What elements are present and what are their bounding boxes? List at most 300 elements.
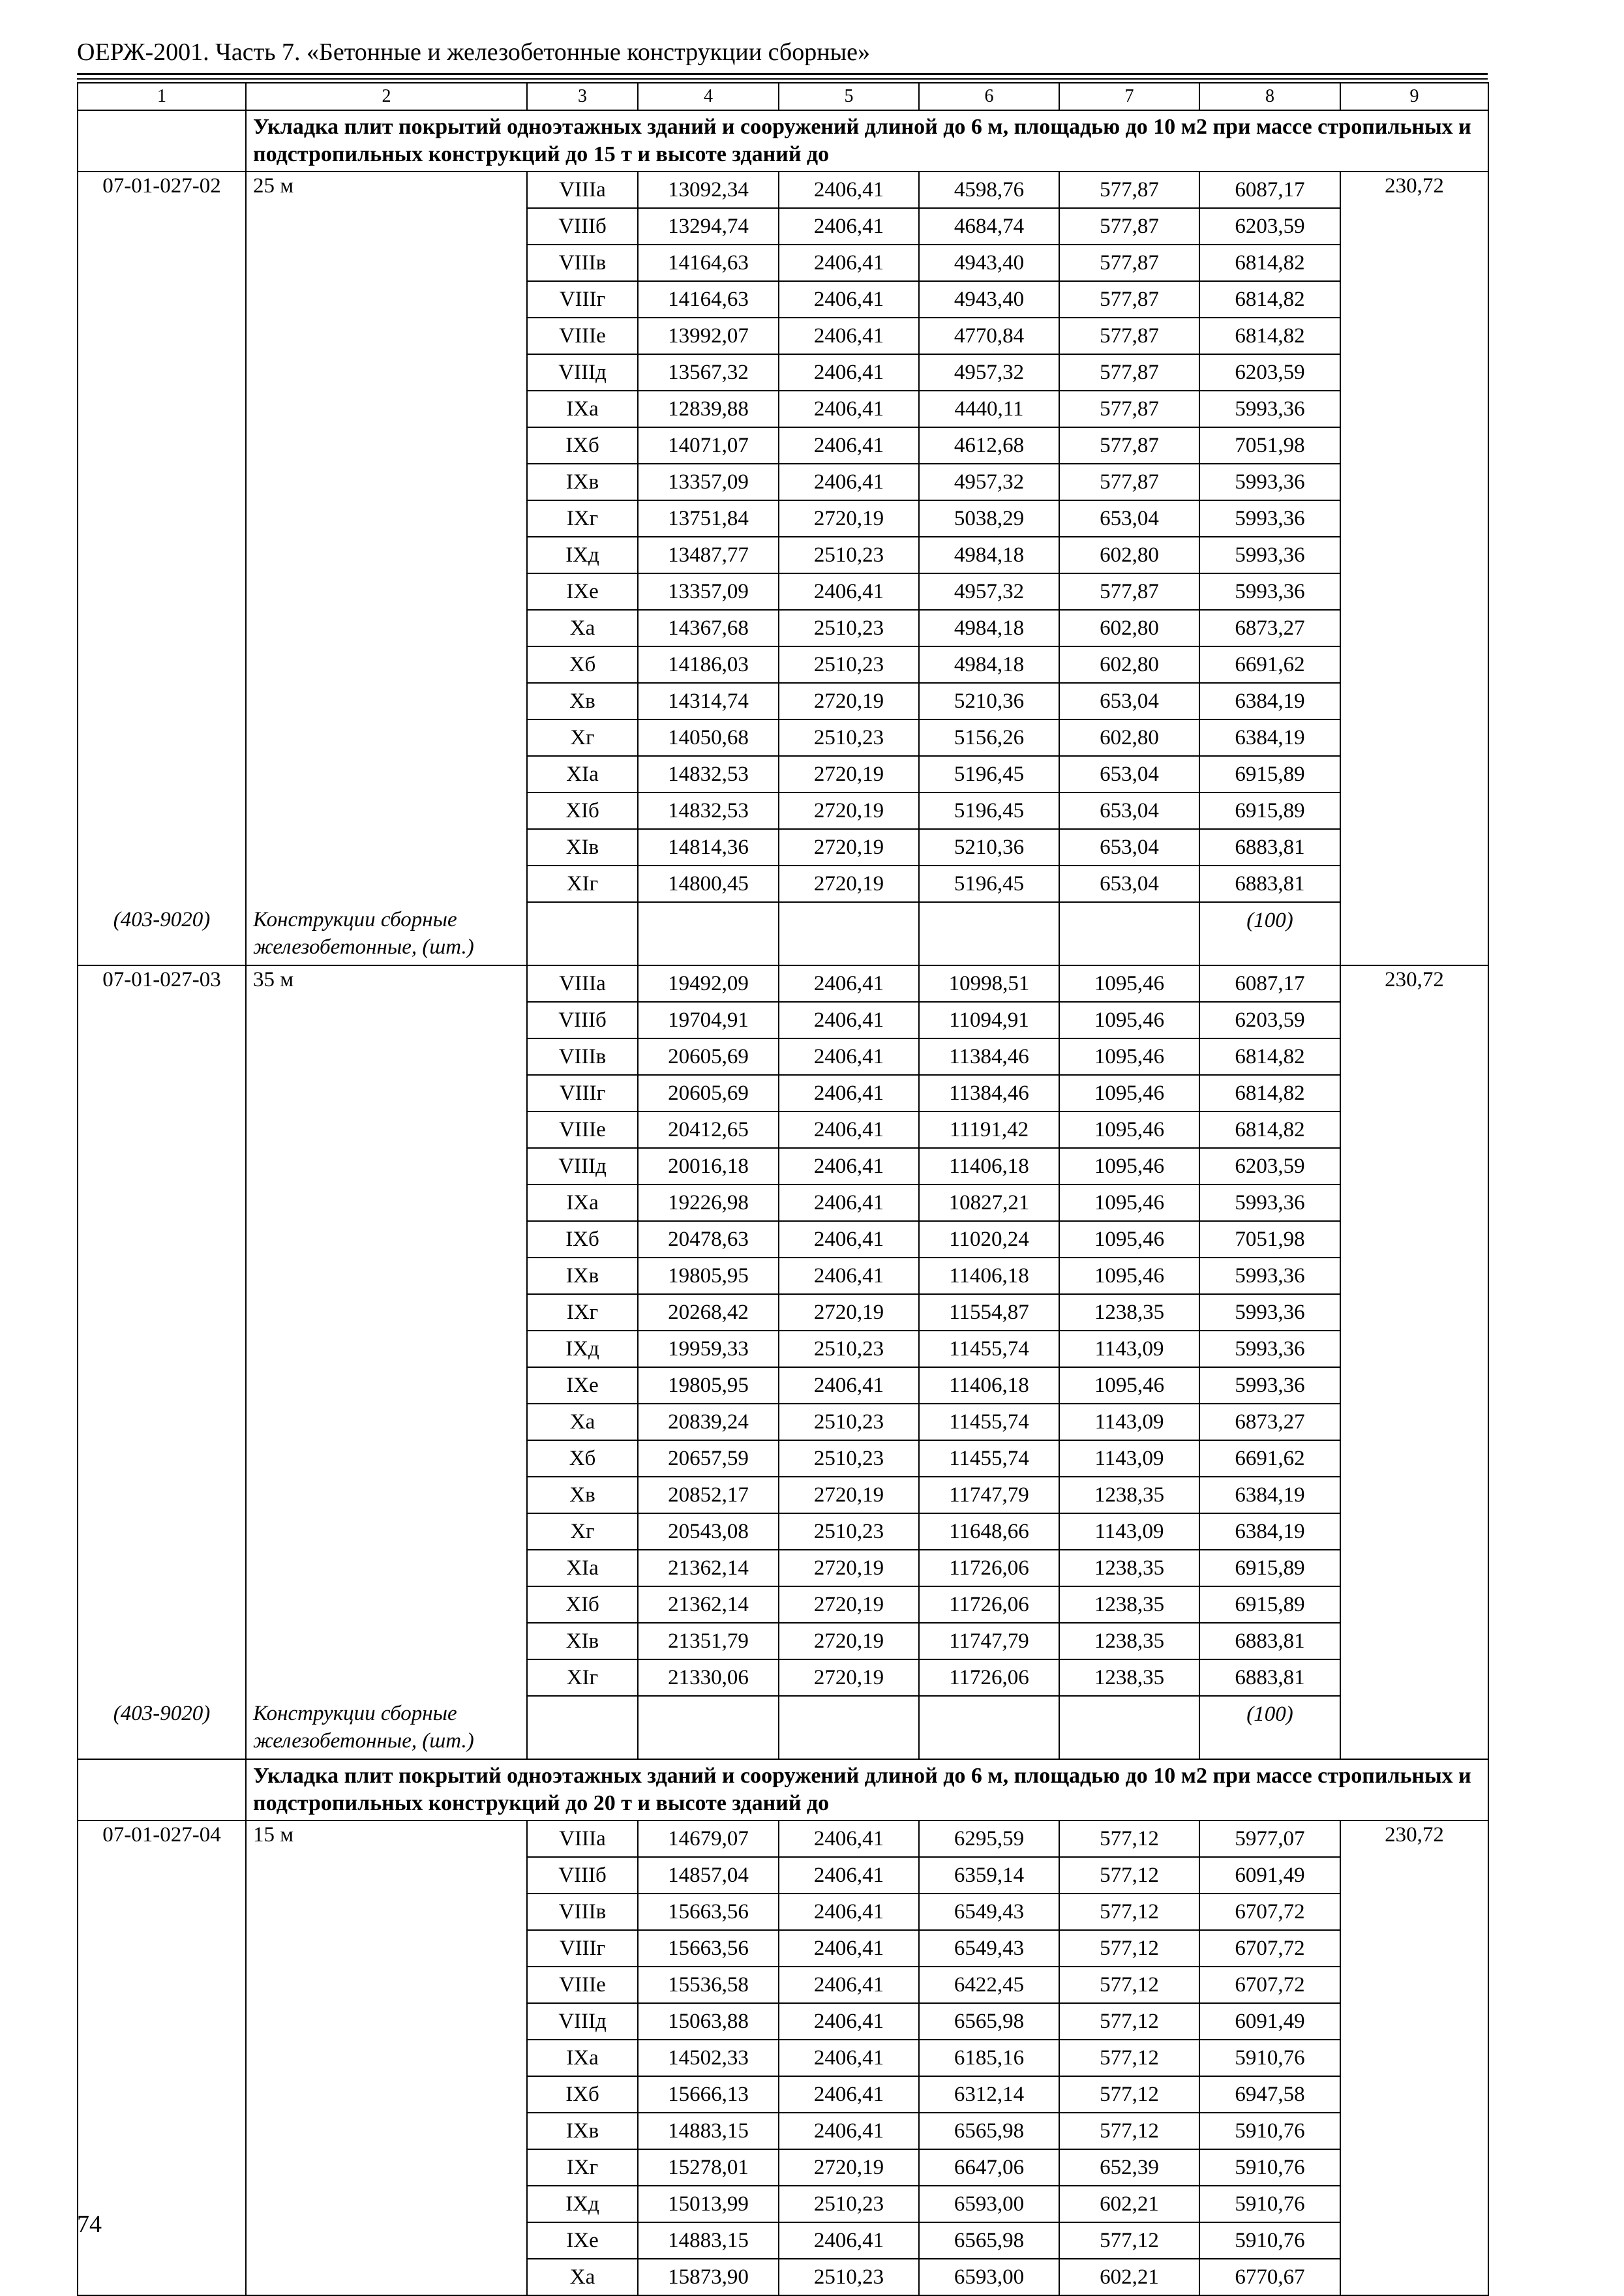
total-cost-cell: 14857,04 [638,1857,779,1894]
table-cell [246,1894,527,1930]
total-cost-cell: 21362,14 [638,1550,779,1586]
table-cell [246,318,527,354]
table-cell [246,2040,527,2076]
total-cost-cell: 13357,09 [638,464,779,500]
table-cell [1340,902,1488,965]
machine-cost-cell: 6565,98 [919,2113,1059,2149]
table-cell [78,1659,246,1696]
materials-cell: 6203,59 [1199,354,1340,391]
operator-wages-cell: 577,12 [1059,2040,1199,2076]
total-cost-cell: 19959,33 [638,1331,779,1367]
total-cost-cell: 14186,03 [638,646,779,683]
machine-cost-cell: 6295,59 [919,1820,1059,1857]
table-cell [1340,464,1488,500]
wages-cell: 2406,41 [779,281,919,318]
wages-cell: 2406,41 [779,2222,919,2259]
zone-cell: IXг [527,500,638,537]
operator-wages-cell: 577,12 [1059,1967,1199,2003]
operator-wages-cell: 653,04 [1059,500,1199,537]
table-cell [1340,1440,1488,1477]
materials-cell: 5910,76 [1199,2149,1340,2186]
table-cell [246,2076,527,2113]
total-cost-cell: 14814,36 [638,829,779,866]
materials-cell: 6883,81 [1199,829,1340,866]
wages-cell: 2510,23 [779,719,919,756]
total-cost-cell: 15666,13 [638,2076,779,2113]
wages-cell: 2406,41 [779,208,919,245]
wages-cell: 2406,41 [779,2113,919,2149]
zone-cell: IXа [527,1185,638,1221]
section-title: Укладка плит покрытий одноэтажных зданий и сооружений длиной до 6 м, площадью до 10 м2 при массе стропильных и подстропильных конструкций до 20 т и высоте зданий до [246,1759,1488,1820]
building-height: 15 м [246,1820,527,1857]
labor-cost-cell: 230,72 [1340,1820,1488,1857]
table-cell [246,1002,527,1038]
table-cell [1340,2149,1488,2186]
wages-cell: 2406,41 [779,1111,919,1148]
operator-wages-cell: 653,04 [1059,866,1199,902]
table-row [78,318,1488,354]
total-cost-cell: 13567,32 [638,354,779,391]
operator-wages-cell: 577,87 [1059,281,1199,318]
operator-wages-cell: 577,12 [1059,2113,1199,2149]
machine-cost-cell: 4684,74 [919,208,1059,245]
resource-code: (403-9020) [78,1696,246,1759]
machine-cost-cell: 6565,98 [919,2003,1059,2040]
total-cost-cell: 13487,77 [638,537,779,573]
total-cost-cell: 15873,90 [638,2259,779,2295]
materials-cell: 5993,36 [1199,1294,1340,1331]
table-row [78,1002,1488,1038]
materials-cell: 6814,82 [1199,1038,1340,1075]
wages-cell: 2406,41 [779,1857,919,1894]
table-row [78,245,1488,281]
table-cell [78,2076,246,2113]
total-cost-cell: 14050,68 [638,719,779,756]
table-cell [78,2149,246,2186]
table-cell [1340,1550,1488,1586]
table-cell [919,1696,1059,1759]
operator-wages-cell: 1095,46 [1059,965,1199,1002]
operator-wages-cell: 1238,35 [1059,1586,1199,1623]
operator-wages-cell: 1095,46 [1059,1367,1199,1404]
building-height: 35 м [246,965,527,1002]
operator-wages-cell: 1143,09 [1059,1513,1199,1550]
table-cell [779,902,919,965]
zone-cell: Xб [527,1440,638,1477]
table-row [78,2076,1488,2113]
materials-cell: 5993,36 [1199,1185,1340,1221]
materials-cell: 5993,36 [1199,573,1340,610]
operator-wages-cell: 653,04 [1059,829,1199,866]
table-cell [1340,1331,1488,1367]
table-row [78,464,1488,500]
table-cell [1340,1477,1488,1513]
zone-cell: IXд [527,2186,638,2222]
table-cell [246,2186,527,2222]
table-cell [246,1367,527,1404]
table-cell [78,719,246,756]
total-cost-cell: 19805,95 [638,1258,779,1294]
total-cost-cell: 20412,65 [638,1111,779,1148]
table-cell [1340,354,1488,391]
zone-cell: VIIIб [527,1857,638,1894]
machine-cost-cell: 6647,06 [919,2149,1059,2186]
table-row [78,1221,1488,1258]
zone-cell: XIб [527,793,638,829]
machine-cost-cell: 10998,51 [919,965,1059,1002]
machine-cost-cell: 6593,00 [919,2259,1059,2295]
operator-wages-cell: 1095,46 [1059,1258,1199,1294]
machine-cost-cell: 11726,06 [919,1659,1059,1696]
total-cost-cell: 20852,17 [638,1477,779,1513]
wages-cell: 2406,41 [779,391,919,427]
operator-wages-cell: 1095,46 [1059,1038,1199,1075]
machine-cost-cell: 11726,06 [919,1550,1059,1586]
zone-cell: Xг [527,1513,638,1550]
table-cell [1059,1696,1199,1759]
materials-cell: 6707,72 [1199,1967,1340,2003]
wages-cell: 2510,23 [779,646,919,683]
operator-wages-cell: 1095,46 [1059,1221,1199,1258]
table-cell [246,1148,527,1185]
wages-cell: 2510,23 [779,537,919,573]
table-cell [246,2222,527,2259]
table-cell [1340,1367,1488,1404]
zone-cell: VIIIе [527,1111,638,1148]
zone-cell: XIа [527,756,638,793]
machine-cost-cell: 5210,36 [919,683,1059,719]
table-cell [246,719,527,756]
total-cost-cell: 13092,34 [638,172,779,208]
zone-cell: VIIIд [527,1148,638,1185]
table-cell [1340,829,1488,866]
machine-cost-cell: 4957,32 [919,573,1059,610]
table-cell [1340,1404,1488,1440]
table-row [78,866,1488,902]
table-row [78,829,1488,866]
machine-cost-cell: 10827,21 [919,1185,1059,1221]
materials-cell: 5910,76 [1199,2040,1340,2076]
table-cell [78,1894,246,1930]
machine-cost-cell: 11747,79 [919,1477,1059,1513]
materials-cell: 5910,76 [1199,2186,1340,2222]
operator-wages-cell: 1095,46 [1059,1148,1199,1185]
table-cell [1340,1148,1488,1185]
table-cell [78,829,246,866]
table-cell [246,1294,527,1331]
table-cell [246,2149,527,2186]
table-cell [1340,281,1488,318]
operator-wages-cell: 653,04 [1059,683,1199,719]
wages-cell: 2720,19 [779,756,919,793]
wages-cell: 2720,19 [779,1586,919,1623]
machine-cost-cell: 5196,45 [919,866,1059,902]
zone-cell: VIIIг [527,281,638,318]
price-table [77,82,1489,2296]
wages-cell: 2406,41 [779,2003,919,2040]
table-row [78,1111,1488,1148]
table-cell [78,1294,246,1331]
table-row [78,1659,1488,1696]
materials-cell: 5993,36 [1199,500,1340,537]
table-cell [78,1367,246,1404]
table-cell [246,1331,527,1367]
total-cost-cell: 21362,14 [638,1586,779,1623]
section-title-row [78,1759,1488,1820]
materials-cell: 5993,36 [1199,1331,1340,1367]
column-number-1: 1 [78,83,246,110]
machine-cost-cell: 4984,18 [919,537,1059,573]
table-cell [1340,500,1488,537]
resource-name: Конструкции сборные железобетонные, (шт.) [246,902,527,965]
table-cell [78,1586,246,1623]
operator-wages-cell: 1238,35 [1059,1623,1199,1659]
column-number-8: 8 [1199,83,1340,110]
table-row [78,2113,1488,2149]
table-cell [1340,1294,1488,1331]
total-cost-cell: 21351,79 [638,1623,779,1659]
operator-wages-cell: 1238,35 [1059,1477,1199,1513]
table-body [78,83,1488,2295]
total-cost-cell: 14367,68 [638,610,779,646]
table-cell [78,1038,246,1075]
machine-cost-cell: 4943,40 [919,245,1059,281]
wages-cell: 2406,41 [779,354,919,391]
wages-cell: 2720,19 [779,1294,919,1331]
table-cell [78,318,246,354]
materials-cell: 6883,81 [1199,1659,1340,1696]
table-cell [246,793,527,829]
table-row [78,1586,1488,1623]
total-cost-cell: 15013,99 [638,2186,779,2222]
wages-cell: 2406,41 [779,573,919,610]
table-cell [1340,2259,1488,2295]
operator-wages-cell: 577,12 [1059,2222,1199,2259]
materials-cell: 7051,98 [1199,427,1340,464]
page-number: 74 [77,2211,102,2238]
table-cell [1340,866,1488,902]
table-row [78,1294,1488,1331]
table-row [78,208,1488,245]
total-cost-cell: 14502,33 [638,2040,779,2076]
table-cell [1340,537,1488,573]
table-cell [246,866,527,902]
operator-wages-cell: 602,21 [1059,2259,1199,2295]
materials-cell: 6091,49 [1199,2003,1340,2040]
table-cell [246,1550,527,1586]
table-cell [246,1221,527,1258]
table-cell [1340,1659,1488,1696]
table-cell [1340,1075,1488,1111]
table-cell [1340,1696,1488,1759]
table-row [78,2149,1488,2186]
total-cost-cell: 15663,56 [638,1930,779,1967]
materials-cell: 7051,98 [1199,1221,1340,1258]
table-cell [246,1404,527,1440]
materials-cell: 6203,59 [1199,208,1340,245]
machine-cost-cell: 4984,18 [919,610,1059,646]
table-row [78,573,1488,610]
table-cell [246,1111,527,1148]
zone-cell: VIIIб [527,1002,638,1038]
wages-cell: 2406,41 [779,318,919,354]
operator-wages-cell: 577,12 [1059,1894,1199,1930]
operator-wages-cell: 577,87 [1059,354,1199,391]
table-row [78,354,1488,391]
materials-cell: 5993,36 [1199,537,1340,573]
total-cost-cell: 14164,63 [638,281,779,318]
machine-cost-cell: 6185,16 [919,2040,1059,2076]
resource-quantity: (100) [1199,1696,1340,1759]
table-cell [246,245,527,281]
operator-wages-cell: 602,80 [1059,646,1199,683]
resource-code: (403-9020) [78,902,246,965]
wages-cell: 2406,41 [779,464,919,500]
machine-cost-cell: 5038,29 [919,500,1059,537]
table-cell [246,1258,527,1294]
machine-cost-cell: 5196,45 [919,793,1059,829]
table-row [78,1623,1488,1659]
wages-cell: 2510,23 [779,610,919,646]
resource-name: Конструкции сборные железобетонные, (шт.) [246,1696,527,1759]
materials-cell: 6203,59 [1199,1148,1340,1185]
total-cost-cell: 19226,98 [638,1185,779,1221]
materials-cell: 5977,07 [1199,1820,1340,1857]
table-cell [1340,1513,1488,1550]
materials-cell: 6707,72 [1199,1894,1340,1930]
table-row [78,2186,1488,2222]
zone-cell: IXв [527,464,638,500]
operator-wages-cell: 1238,35 [1059,1659,1199,1696]
table-cell [246,537,527,573]
machine-cost-cell: 11554,87 [919,1294,1059,1331]
operator-wages-cell: 602,80 [1059,610,1199,646]
labor-cost-cell: 230,72 [1340,172,1488,208]
total-cost-cell: 19704,91 [638,1002,779,1038]
table-cell [246,354,527,391]
table-cell [527,1696,638,1759]
column-number-5: 5 [779,83,919,110]
total-cost-cell: 20016,18 [638,1148,779,1185]
materials-cell: 6087,17 [1199,965,1340,1002]
machine-cost-cell: 6549,43 [919,1930,1059,1967]
zone-cell: IXд [527,537,638,573]
table-cell [78,2186,246,2222]
wages-cell: 2406,41 [779,245,919,281]
materials-cell: 6915,89 [1199,1550,1340,1586]
operator-wages-cell: 1238,35 [1059,1294,1199,1331]
wages-cell: 2720,19 [779,1623,919,1659]
table-cell [78,1258,246,1294]
zone-cell: XIб [527,1586,638,1623]
table-row [78,2040,1488,2076]
table-cell [78,2040,246,2076]
materials-cell: 5993,36 [1199,391,1340,427]
table-row [78,756,1488,793]
zone-cell: IXе [527,1367,638,1404]
table-cell [527,902,638,965]
machine-cost-cell: 5156,26 [919,719,1059,756]
operator-wages-cell: 1143,09 [1059,1440,1199,1477]
column-number-4: 4 [638,83,779,110]
operator-wages-cell: 652,39 [1059,2149,1199,2186]
wages-cell: 2406,41 [779,1185,919,1221]
materials-cell: 6814,82 [1199,1075,1340,1111]
total-cost-cell: 12839,88 [638,391,779,427]
zone-cell: XIв [527,829,638,866]
table-row [78,1894,1488,1930]
total-cost-cell: 14883,15 [638,2113,779,2149]
table-cell [78,1111,246,1148]
materials-cell: 6915,89 [1199,1586,1340,1623]
wages-cell: 2406,41 [779,1221,919,1258]
machine-cost-cell: 4943,40 [919,281,1059,318]
table-cell [78,464,246,500]
operator-wages-cell: 1143,09 [1059,1404,1199,1440]
table-cell [78,354,246,391]
total-cost-cell: 14883,15 [638,2222,779,2259]
table-cell [246,1930,527,1967]
page-header-title: ОЕРЖ-2001. Часть 7. «Бетонные и железобетонные конструкции сборные» [77,38,870,66]
materials-cell: 6691,62 [1199,1440,1340,1477]
table-cell [78,2222,246,2259]
machine-cost-cell: 6312,14 [919,2076,1059,2113]
materials-cell: 6814,82 [1199,1111,1340,1148]
materials-cell: 6947,58 [1199,2076,1340,2113]
total-cost-cell: 14679,07 [638,1820,779,1857]
table-cell [246,1586,527,1623]
table-cell [246,500,527,537]
table-cell [1340,1623,1488,1659]
table-cell [78,391,246,427]
zone-cell: IXв [527,1258,638,1294]
column-number-row [78,83,1488,110]
zone-cell: Xа [527,1404,638,1440]
wages-cell: 2510,23 [779,2186,919,2222]
operator-wages-cell: 577,87 [1059,318,1199,354]
table-cell [246,1075,527,1111]
wages-cell: 2406,41 [779,1258,919,1294]
table-row [78,391,1488,427]
wages-cell: 2406,41 [779,1367,919,1404]
total-cost-cell: 20268,42 [638,1294,779,1331]
table-cell [1340,1221,1488,1258]
table-cell [78,1477,246,1513]
labor-cost-cell: 230,72 [1340,965,1488,1002]
table-cell [246,1659,527,1696]
table-cell [1059,902,1199,965]
table-row [78,2259,1488,2295]
table-cell [78,756,246,793]
table-row [78,1930,1488,1967]
table-cell [78,610,246,646]
operator-wages-cell: 577,87 [1059,208,1199,245]
materials-cell: 6883,81 [1199,1623,1340,1659]
operator-wages-cell: 577,12 [1059,2076,1199,2113]
total-cost-cell: 13751,84 [638,500,779,537]
materials-cell: 5910,76 [1199,2113,1340,2149]
table-row [78,1075,1488,1111]
materials-cell: 6384,19 [1199,1513,1340,1550]
wages-cell: 2510,23 [779,1331,919,1367]
machine-cost-cell: 11384,46 [919,1075,1059,1111]
table-cell [638,902,779,965]
materials-cell: 6915,89 [1199,793,1340,829]
table-cell [246,1623,527,1659]
table-cell [78,427,246,464]
total-cost-cell: 19805,95 [638,1367,779,1404]
table-cell [78,2113,246,2149]
